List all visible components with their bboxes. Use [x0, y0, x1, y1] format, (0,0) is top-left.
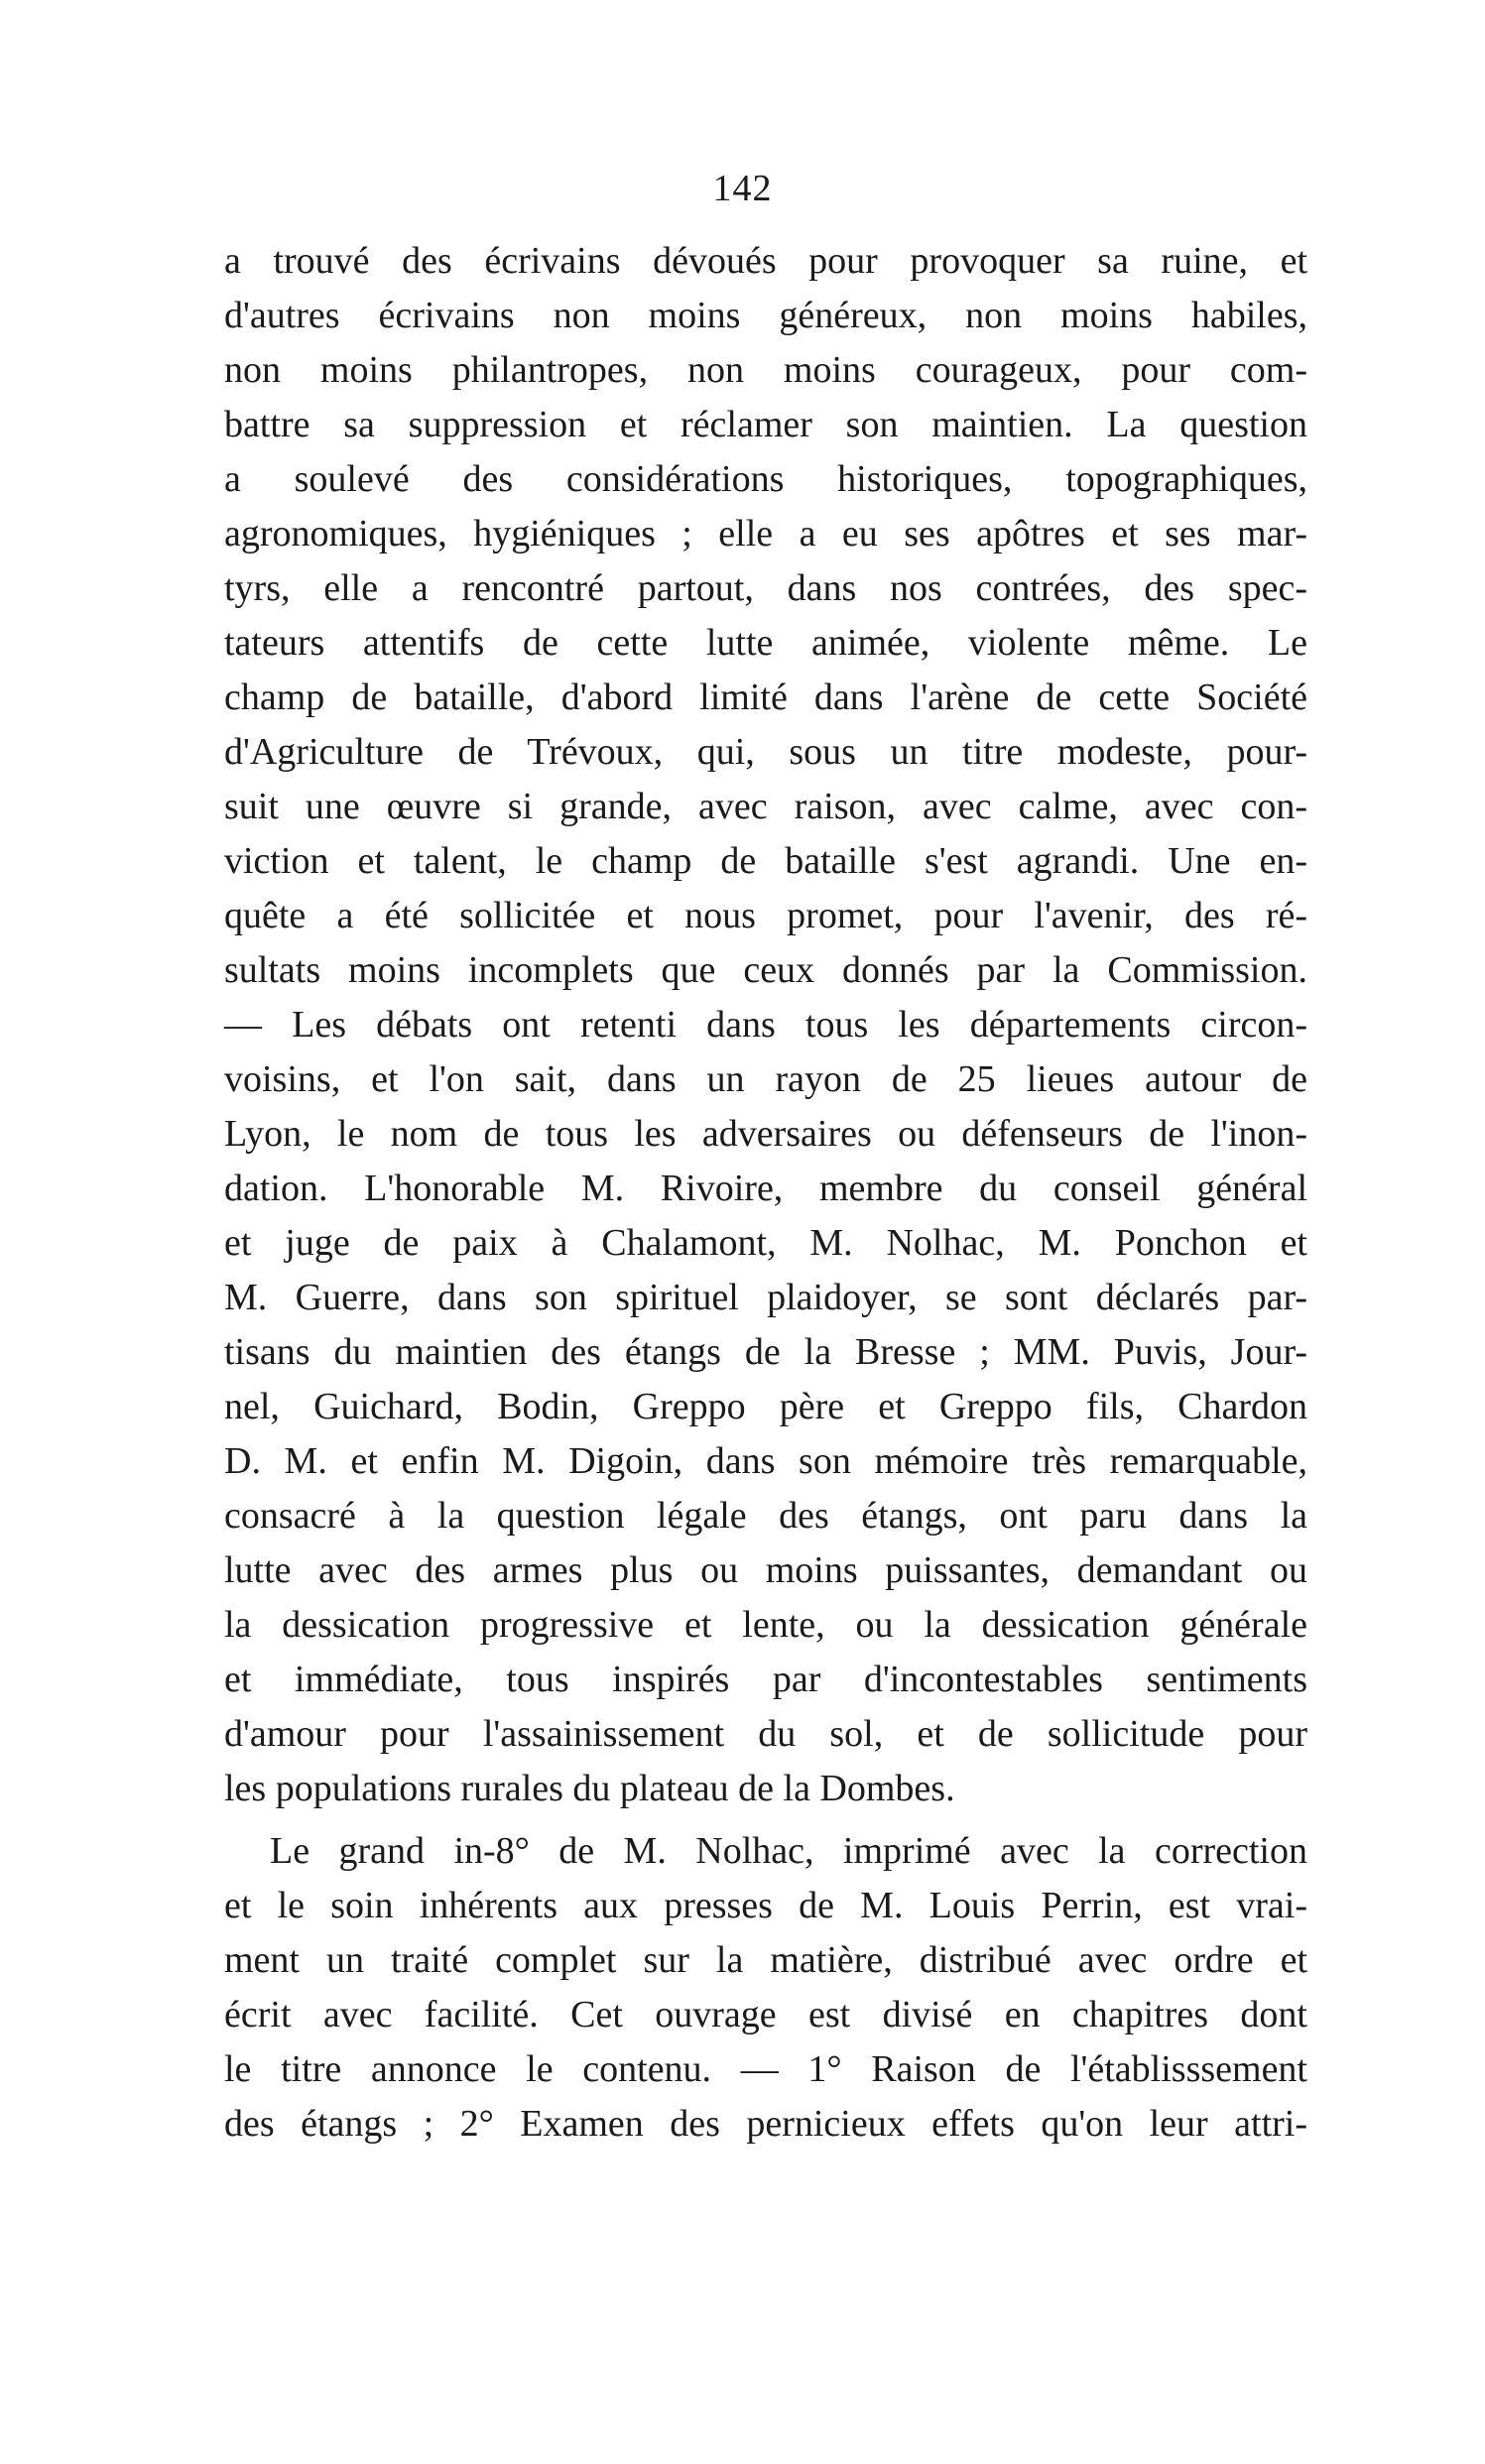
text-line: dation. L'honorable M. Rivoire, membre du conseil général	[224, 1168, 1307, 1209]
paragraph-2	[224, 1824, 1307, 2152]
text-line: écrit avec facilité. Cet ouvrage est divisé en chapitres dont	[224, 1994, 1307, 2035]
text-line: et immédiate, tous inspirés par d'incontestables sentiments	[224, 1659, 1307, 1700]
text-line: — Les débats ont retenti dans tous les départements circon-	[224, 1004, 1307, 1046]
text-line: non moins philantropes, non moins courageux, pour com-	[224, 349, 1307, 391]
text-line: D. M. et enfin M. Digoin, dans son mémoire très remarquable,	[224, 1440, 1307, 1482]
text-line: Lyon, le nom de tous les adversaires ou défenseurs de l'inon-	[224, 1113, 1307, 1155]
text-line: lutte avec des armes plus ou moins puissantes, demandant ou	[224, 1549, 1307, 1591]
text-line: tisans du maintien des étangs de la Bresse ; MM. Puvis, Jour-	[224, 1331, 1307, 1373]
text-line: tyrs, elle a rencontré partout, dans nos contrées, des spec-	[224, 567, 1307, 609]
text-line: nel, Guichard, Bodin, Greppo père et Greppo fils, Chardon	[224, 1386, 1307, 1427]
text-line: agronomiques, hygiéniques ; elle a eu ses apôtres et ses mar-	[224, 513, 1307, 554]
text-line: le titre annonce le contenu. — 1° Raison de l'établisssement	[224, 2048, 1307, 2090]
text-line: suit une œuvre si grande, avec raison, avec calme, avec con-	[224, 786, 1307, 827]
text-line: d'Agriculture de Trévoux, qui, sous un titre modeste, pour-	[224, 731, 1307, 773]
text-line: viction et talent, le champ de bataille s'est agrandi. Une en-	[224, 840, 1307, 882]
text-line: d'autres écrivains non moins généreux, non moins habiles,	[224, 295, 1307, 336]
text-line: quête a été sollicitée et nous promet, pour l'avenir, des ré-	[224, 895, 1307, 936]
text-line: a trouvé des écrivains dévoués pour provoquer sa ruine, et	[224, 240, 1307, 282]
text-line: tateurs attentifs de cette lutte animée, violente même. Le	[224, 622, 1307, 664]
text-line: battre sa suppression et réclamer son maintien. La question	[224, 404, 1307, 445]
body-text	[224, 234, 1307, 2152]
text-line: Le grand in-8° de M. Nolhac, imprimé avec la correction	[270, 1830, 1307, 1872]
text-line: consacré à la question légale des étangs, ont paru dans la	[224, 1495, 1307, 1537]
text-line: les populations rurales du plateau de la Dombes.	[224, 1768, 955, 1809]
text-line: M. Guerre, dans son spirituel plaidoyer, se sont déclarés par-	[224, 1277, 1307, 1318]
text-line: et juge de paix à Chalamont, M. Nolhac, M. Ponchon et	[224, 1222, 1307, 1264]
text-line: champ de bataille, d'abord limité dans l'arène de cette Société	[224, 677, 1307, 718]
text-line: ment un traité complet sur la matière, distribué avec ordre et	[224, 1939, 1307, 1981]
text-line: et le soin inhérents aux presses de M. Louis Perrin, est vrai-	[224, 1885, 1307, 1926]
text-line: sultats moins incomplets que ceux donnés par la Commission.	[224, 949, 1307, 991]
paragraph-gap	[224, 1816, 1307, 1824]
paragraph-1	[224, 234, 1307, 1816]
text-line: a soulevé des considérations historiques, topographiques,	[224, 458, 1307, 500]
text-line: des étangs ; 2° Examen des pernicieux effets qu'on leur attri-	[224, 2103, 1307, 2145]
text-line: voisins, et l'on sait, dans un rayon de 25 lieues autour de	[224, 1058, 1307, 1100]
text-line: la dessication progressive et lente, ou la dessication générale	[224, 1604, 1307, 1646]
page-number: 142	[712, 168, 773, 209]
text-line: d'amour pour l'assainissement du sol, et de sollicitude pour	[224, 1713, 1307, 1755]
